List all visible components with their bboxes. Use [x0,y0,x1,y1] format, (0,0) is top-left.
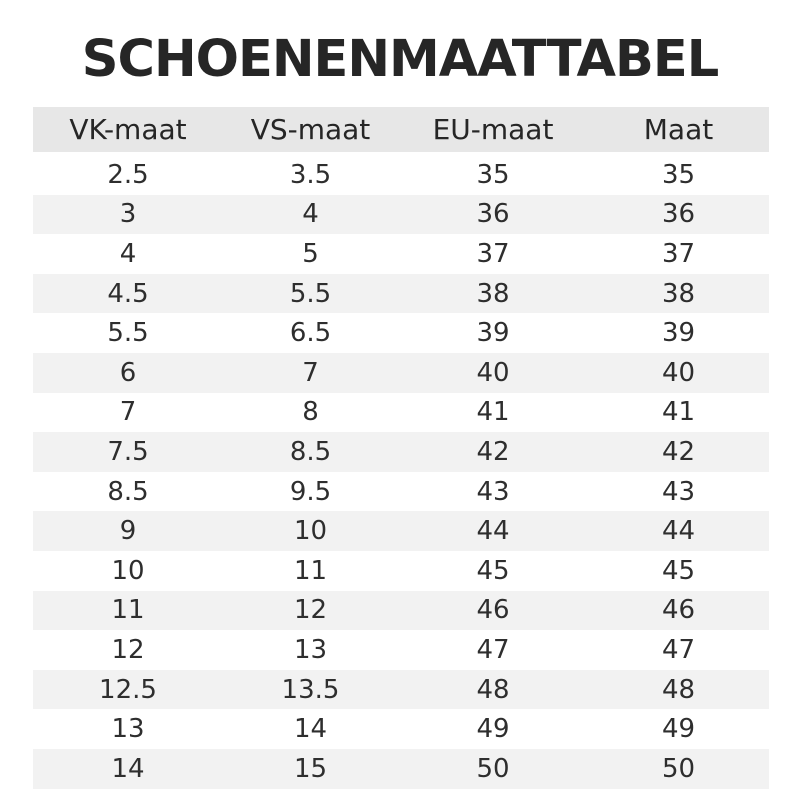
table-cell-us: 7 [302,357,319,388]
table-cell-uk: 12.5 [99,674,157,705]
table-row [33,155,769,195]
table-cell-uk: 4.5 [107,278,149,309]
table-cell-size: 36 [661,199,696,230]
table-cell-us: 15 [293,753,328,784]
table-cell-size: 35 [661,159,696,190]
table-cell-eu: 43 [476,476,510,507]
table-row [33,670,769,710]
table-cell-us: 14 [293,714,328,745]
table-cell-uk: 3 [119,199,137,230]
table-cell-eu: 36 [476,199,510,230]
table-cell-uk: 6 [119,357,137,388]
table-cell-size: 50 [661,753,696,784]
table-header-row [33,107,769,152]
table-cell-uk: 12 [111,634,145,665]
column-header-uk-size: VK-maat [69,113,187,146]
table-cell-eu: 40 [476,357,510,388]
size-table [33,107,769,789]
table-cell-size: 38 [661,278,696,309]
table-cell-size: 40 [661,357,696,388]
table-cell-eu: 44 [476,516,510,547]
table-cell-us: 10 [293,516,328,547]
table-cell-size: 37 [661,238,696,269]
table-cell-us: 3.5 [289,159,332,190]
table-cell-uk: 11 [111,595,145,626]
table-cell-uk: 7 [119,397,137,428]
table-cell-us: 13.5 [281,674,340,705]
table-row [33,551,769,591]
table-row [33,393,769,433]
table-cell-eu: 49 [476,714,510,745]
table-row [33,749,769,789]
table-cell-us: 8 [302,397,319,428]
table-row [33,432,769,472]
table-cell-size: 46 [661,595,696,626]
table-cell-us: 13 [293,634,328,665]
table-row [33,274,769,314]
table-cell-us: 6.5 [289,318,332,349]
column-header-eu-size: EU-maat [432,113,554,146]
table-cell-us: 5 [302,238,319,269]
table-cell-eu: 45 [476,555,510,586]
page-title: SCHOENENMAATTABEL [81,30,719,89]
table-cell-uk: 7.5 [107,436,149,467]
table-row [33,234,769,274]
table-cell-size: 42 [661,436,696,467]
table-cell-us: 4 [302,199,319,230]
table-cell-size: 47 [661,634,696,665]
table-row [33,195,769,235]
table-row [33,313,769,353]
column-header-size: Maat [643,113,714,146]
table-cell-size: 43 [661,476,696,507]
table-row [33,709,769,749]
table-cell-eu: 50 [476,753,510,784]
table-cell-uk: 4 [119,238,137,269]
table-cell-uk: 2.5 [107,159,149,190]
table-cell-size: 44 [661,516,696,547]
table-cell-uk: 13 [111,714,145,745]
table-row [33,630,769,670]
table-cell-uk: 8.5 [107,476,149,507]
table-row [33,472,769,512]
table-cell-eu: 41 [476,397,510,428]
table-cell-us: 8.5 [289,436,332,467]
table-cell-eu: 46 [476,595,510,626]
table-cell-size: 45 [661,555,696,586]
table-cell-eu: 47 [476,634,510,665]
column-header-us-size: VS-maat [250,113,371,146]
table-cell-size: 41 [661,397,696,428]
table-cell-us: 9.5 [289,476,332,507]
table-cell-eu: 37 [476,238,510,269]
table-cell-eu: 35 [476,159,510,190]
table-cell-us: 11 [293,555,328,586]
table-cell-size: 39 [661,318,696,349]
table-row [33,591,769,631]
table-cell-size: 48 [661,674,696,705]
table-cell-uk: 10 [111,555,145,586]
table-cell-eu: 39 [476,318,510,349]
table-cell-size: 49 [661,714,696,745]
table-cell-eu: 42 [476,436,510,467]
table-cell-uk: 14 [111,753,145,784]
table-row [33,511,769,551]
table-cell-eu: 48 [476,674,510,705]
table-cell-uk: 5.5 [107,318,149,349]
table-cell-uk: 9 [119,516,137,547]
table-cell-eu: 38 [476,278,510,309]
table-cell-us: 5.5 [289,278,332,309]
table-cell-us: 12 [293,595,328,626]
table-row [33,353,769,393]
